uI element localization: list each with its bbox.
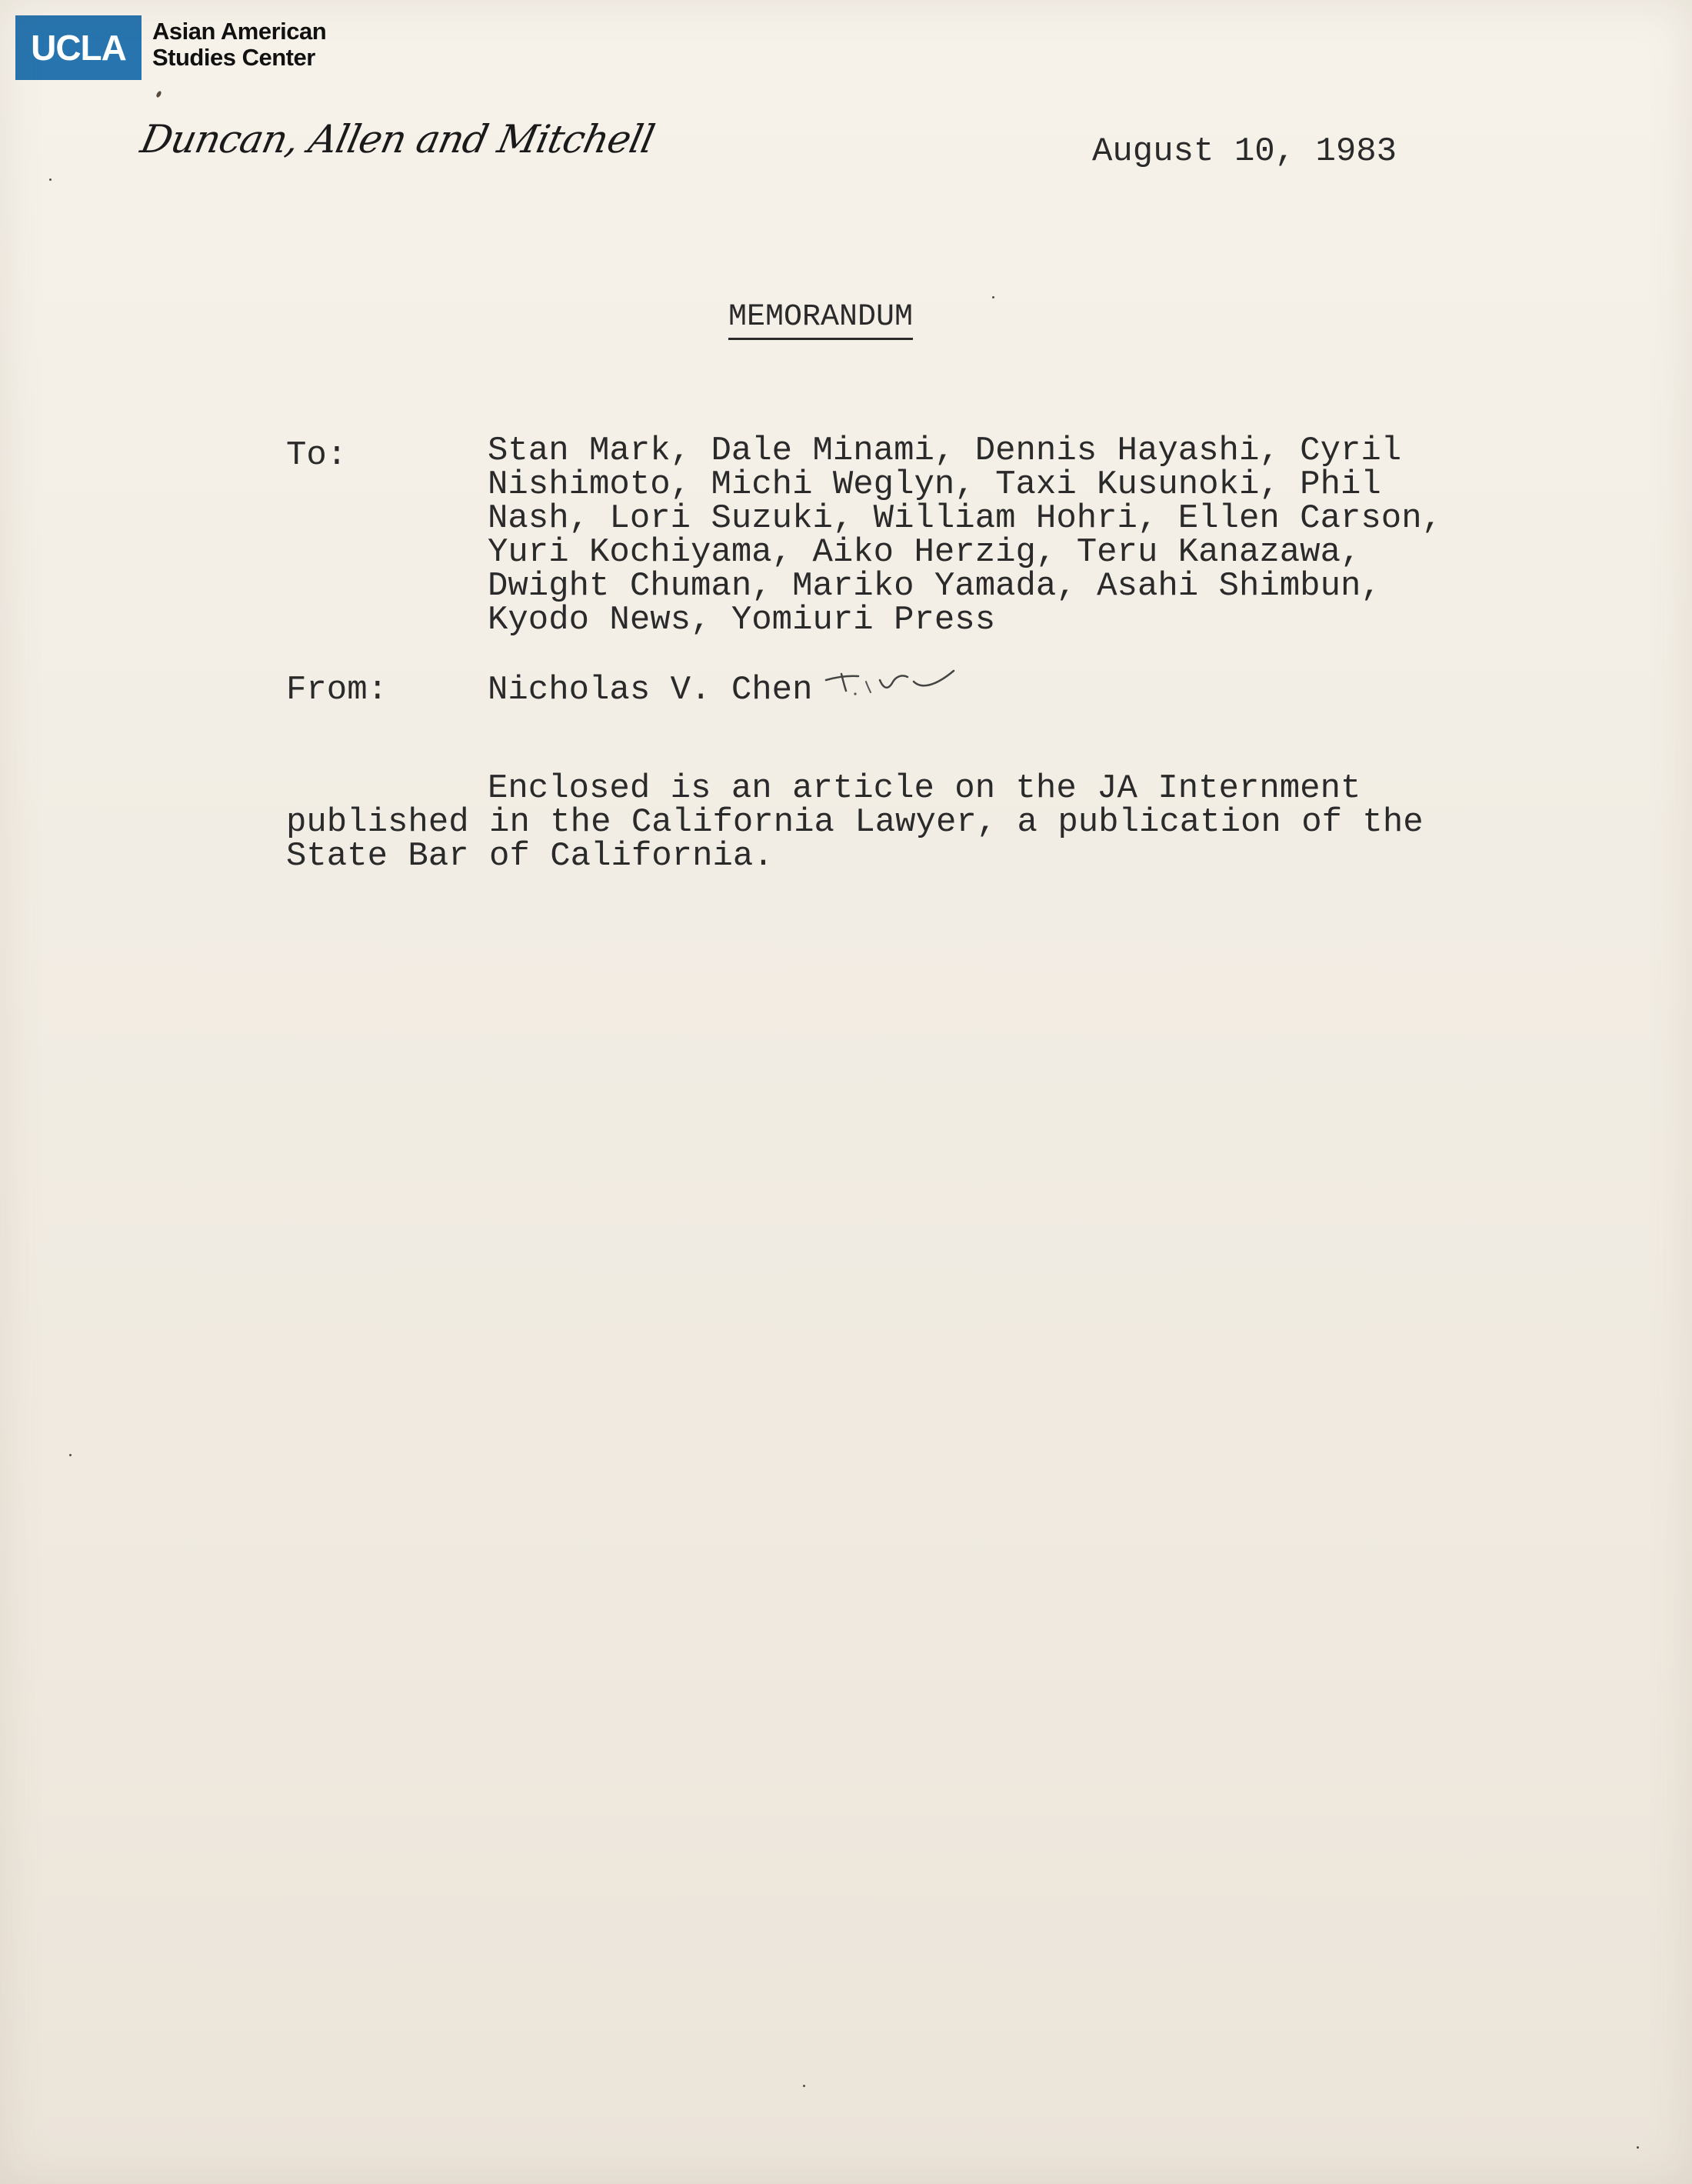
ucla-logo-text: UCLA xyxy=(31,28,126,68)
recipient-line: Nishimoto, Michi Weglyn, Taxi Kusunoki, Phil xyxy=(488,465,1381,504)
from-label: From: xyxy=(286,671,388,709)
paper-speck xyxy=(155,90,162,98)
ucla-aasc-badge xyxy=(15,15,326,80)
paper-speck xyxy=(69,1454,72,1456)
center-name-line1: Asian American xyxy=(152,18,327,45)
paper-speck xyxy=(803,2085,805,2087)
to-label: To: xyxy=(286,436,348,475)
body-line: State Bar of California. xyxy=(286,837,774,875)
to-recipients xyxy=(488,434,1442,637)
from-name: Nicholas V. Chen xyxy=(488,671,813,709)
paper-speck xyxy=(49,178,52,181)
center-name xyxy=(152,18,326,71)
body-line: published in the California Lawyer, a publication of the xyxy=(286,803,1424,842)
ucla-logo xyxy=(15,15,142,80)
recipient-line: Yuri Kochiyama, Aiko Herzig, Teru Kanazawa, xyxy=(488,533,1361,572)
recipient-line: Kyodo News, Yomiuri Press xyxy=(488,601,996,639)
firm-letterhead: Duncan, Allen and Mitchell xyxy=(137,117,658,162)
memo-body xyxy=(286,769,1424,875)
paper-speck xyxy=(1637,2146,1639,2149)
center-name-line2: Studies Center xyxy=(152,44,315,71)
handwritten-initials-icon xyxy=(821,663,960,700)
body-line: Enclosed is an article on the JA Internment xyxy=(488,769,1361,808)
recipient-line: Nash, Lori Suzuki, William Hohri, Ellen Carson, xyxy=(488,499,1443,538)
paper-speck xyxy=(992,296,994,298)
recipient-line: Stan Mark, Dale Minami, Dennis Hayashi, Cyril xyxy=(488,432,1402,470)
memo-date: August 10, 1983 xyxy=(1092,132,1397,171)
memo-title: MEMORANDUM xyxy=(728,300,913,340)
recipient-line: Dwight Chuman, Mariko Yamada, Asahi Shimbun, xyxy=(488,567,1381,605)
